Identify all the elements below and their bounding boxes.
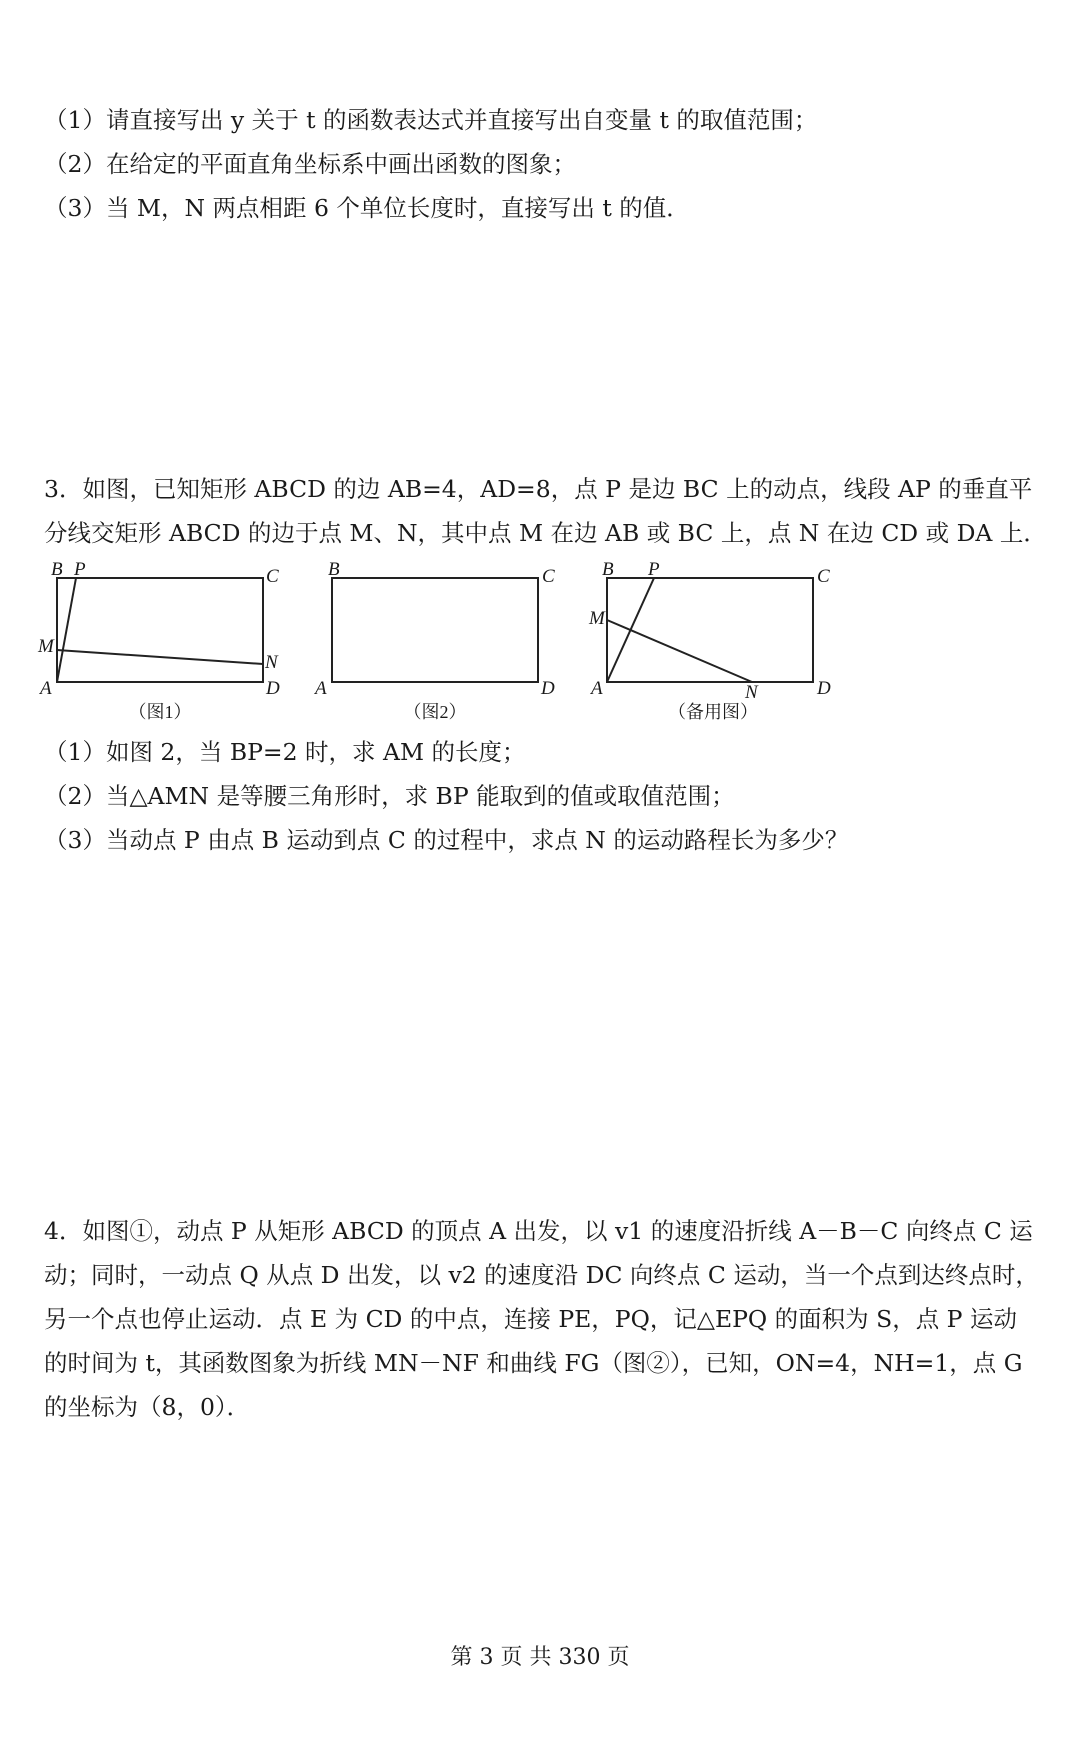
fig1-label-C: C [266,566,279,587]
fig3-segment-AP [607,578,654,682]
fig1-segment-MN [57,650,263,664]
page-footer: 第 3 页 共 330 页 [450,1645,630,1670]
fig2-label-C: C [542,566,555,587]
fig3-label-A: A [591,678,603,699]
fig2-caption: （图2） [403,702,467,722]
fig3-rectangle [607,578,813,682]
fig2-rectangle [332,578,538,682]
fig2-label-D: D [541,678,555,699]
fig3-label-N: N [745,682,758,703]
q3-part1: （1）如图 2，当 BP=2 时，求 AM 的长度； [44,738,526,766]
fig3-label-M: M [589,608,605,629]
q4-stem-line5: 的坐标为（8，0）． [44,1393,251,1421]
fig3-label-P: P [648,559,660,580]
q3-part2: （2）当△AMN 是等腰三角形时，求 BP 能取到的值或取值范围； [44,782,735,810]
fig1-label-D: D [266,678,280,699]
q4-stem-line4: 的时间为 t，其函数图象为折线 MN－NF 和曲线 FG（图②），已知，ON=4，NH=1，点 G [44,1349,1023,1377]
q4-stem-line3: 另一个点也停止运动．点 E 为 CD 的中点，连接 PE，PQ，记△EPQ 的面积为 S，点 P 运动 [44,1305,1017,1333]
q2-part3: （3）当 M，N 两点相距 6 个单位长度时，直接写出 t 的值． [44,194,690,222]
fig3-label-C: C [817,566,830,587]
fig1-caption: （图1） [128,702,192,722]
fig2-label-A: A [315,678,327,699]
fig1-label-M: M [38,636,54,657]
fig3-caption: （备用图） [668,702,758,722]
fig1-label-A: A [40,678,52,699]
fig3-label-D: D [817,678,831,699]
fig3-label-B: B [602,559,614,580]
q3-stem-line2: 分线交矩形 ABCD 的边于点 M、N，其中点 M 在边 AB 或 BC 上，点 N 在边 CD 或 DA 上． [44,519,1047,547]
fig1-rectangle [57,578,263,682]
fig1-label-B: B [51,559,63,580]
fig3-segment-MN [607,620,752,682]
q3-part3: （3）当动点 P 由点 B 运动到点 C 的过程中，求点 N 的运动路程长为多少？ [44,826,849,854]
fig1-label-P: P [74,559,86,580]
q2-part2: （2）在给定的平面直角坐标系中画出函数的图象； [44,150,576,178]
fig1-label-N: N [265,652,278,673]
q3-stem-line1: 3．如图，已知矩形 ABCD 的边 AB=4，AD=8，点 P 是边 BC 上的动点，线段 AP 的垂直平 [44,475,1033,503]
q4-stem-line1: 4．如图①，动点 P 从矩形 ABCD 的顶点 A 出发，以 v1 的速度沿折线 A－B－C 向终点 C 运 [44,1217,1033,1245]
q4-stem-line2: 动；同时，一动点 Q 从点 D 出发，以 v2 的速度沿 DC 向终点 C 运动，当一个点到达终点时， [44,1261,1039,1289]
q2-part1: （1）请直接写出 y 关于 t 的函数表达式并直接写出自变量 t 的取值范围； [44,106,818,134]
fig2-label-B: B [328,559,340,580]
fig1-segment-AP [57,578,76,682]
